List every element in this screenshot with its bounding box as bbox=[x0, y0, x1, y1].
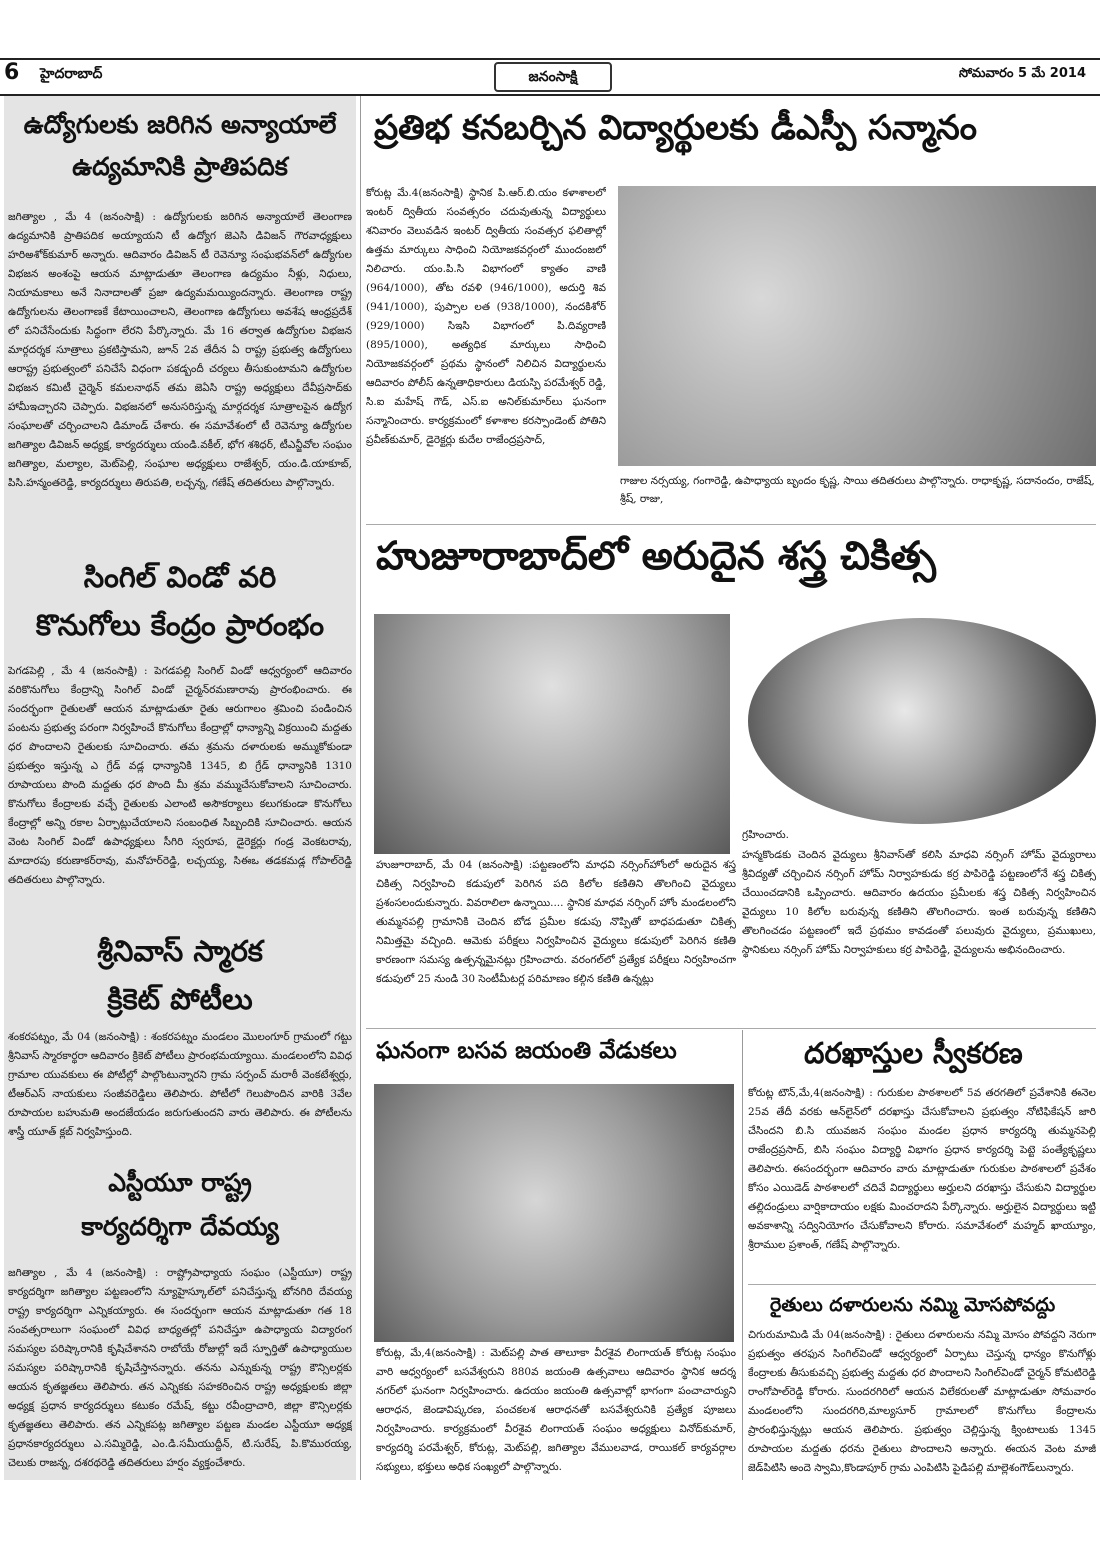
surgery-operation-photo bbox=[374, 614, 730, 854]
tumor-photo bbox=[748, 618, 1096, 824]
page-number: 6 bbox=[4, 60, 20, 85]
article-2-title-line-1: సింగిల్ విండో వరి bbox=[83, 560, 277, 594]
section-divider bbox=[748, 1284, 1096, 1285]
basava-headline: ఘనంగా బసవ జయంతి వేడుకలు bbox=[376, 1038, 677, 1064]
column-divider bbox=[742, 1030, 743, 1480]
surgery-headline: హుజూరాబాద్‌లో అరుదైన శస్త్ర చికిత్స bbox=[376, 534, 936, 579]
article-2-title-line-2: కొనుగోలు కేంద్రం ప్రారంభం bbox=[35, 608, 325, 642]
surgery-body-col-2: హన్మకొండకు చెందిన వైద్యులు శ్రీనివాస్‌తో కలిసి మాధవి నర్సింగ్ హోమ్ వైద్యురాలు శ్రీవిద్యతో చర్చించిన నర్సింగ్ హోమ్ నిర్వాహకుడు కర్ర పాపిరెడ్డి పట్టణంలోనే శస్త్ర చికిత్స చేయించడానికి ఒప్పించారు. ఆదివారం ఉదయం ప్రమీలకు శస్త్ర చికిత్స నిర్వహించిన వైద్యులు 10 కిలోల బరువున్న కణితిని తొలగించారు. ఇంత బరువున్న కణితిని తొలగించడం పట్టణంలో ఇదే ప్రథమం కావడంతో పలువురు వైద్యులు, ప్రముఖులు, స్థానికులు నర్సింగ్ హోమ్ నిర్వాహకులు కర్ర పాపిరెడ్డి, వైద్యులను అభినందించారు. bbox=[742, 849, 1096, 956]
article-4-title-line-2: కార్యదర్శిగా దేవయ్య bbox=[81, 1212, 279, 1241]
article-1-title-line-1: ఉద్యోగులకు జరిగిన అన్యాయాలే bbox=[23, 110, 337, 139]
article-2-body: పెగడపెల్లి , మే 4 (జనంసాక్షి) : పెగడపల్లి సింగిల్ విండో ఆధ్వర్యంలో ఆదివారం వరికొనుగోలు కేంద్రాన్ని సింగిల్ విండో చైర్మన్‌రమణారావు ప్రారంభించారు. ఈ సందర్భంగా రైతులతో ఆయన మాట్లాడుతూ రైతు ఆరుగాలం శ్రమించి పండించిన పంటను ప్రభుత్వ పరంగా నిర్వహించే కొనుగోలు కేంద్రాల్లో ధాన్యాన్ని విక్రయించి మద్దతు ధర పొందాలని రైతులకు సూచించారు. తమ శ్రమను దళారులకు అమ్ముకోకుండా ప్రభుత్వం ఇస్తున్న ఎ గ్రేడ్ వడ్ల ధాన్యానికి 1345, బి గ్రేడ్ ధాన్యానికి 1310 రూపాయలు పొంది మద్దతు ధర పొంది మీ శ్రమ వమ్ముచేసుకోవాలని సూచించారు. కొనుగోలు కేంద్రాలకు వచ్చే రైతులకు ఎలాంటి అసౌకర్యాలు కలుగకుండా కొనుగోలు కేంద్రాల్లో అన్ని రకాల ఏర్పాట్లుచేయాలని సంబంధిత సిబ్బందికి సూచించారు. ఆయన వెంట సింగిల్ విండో ఉపాధ్యక్షులు సీగిరి స్వరూప, డైరెక్టర్లు గండ్ర వెంకటరావు, మాదారపు కరుణాకర్‌రావు, మనోహర్‌రెడ్డి, లచ్చయ్య, సిఈఒ తడకమడ్ల గోపాల్‌రెడ్డి తదితరులు పాల్గొన్నారు. bbox=[8, 665, 352, 886]
page-date: సోమవారం 5 మే 2014 bbox=[958, 66, 1086, 81]
surgery-body-col-1: హుజూరాబాద్, మే 04 (జనంసాక్షి) :పట్టణంలోని మాధవి నర్సింగ్‌హోంలో అరుదైన శస్త్ర చికిత్స నిర్వహించి కడుపులో పెరిగిన పది కిలోల కణితిని తొలగించి వైద్యులు ప్రశంసలందుకున్నారు. వివరాలిలా ఉన్నాయి.... స్థానిక మాధవ నర్సింగ్ హోం మండలంలోని తుమ్మనపల్లి గ్రామానికి చెందిన బోడ ప్రమీల కడుపు నొప్పితో బాధపడుతూ చికిత్స నిమిత్తమై వచ్చింది. ఆమెకు పరీక్షలు నిర్వహించిన వైద్యులు కడుపులో పెరిగిన కణితి కారణంగా సమస్య ఉత్పన్నమైనట్లు గ్రహించారు. వరంగల్‌లో ప్రత్యేక పరీక్షలు నిర్వహించగా కడుపులో 25 నుండి 30 సెంటీమీటర్ల పరిమాణం కల్గిన కణితి ఉన్నట్లు bbox=[376, 859, 736, 985]
award-photo-caption: గాజుల నర్సయ్య, గంగారెడ్డి, ఉపాధ్యాయ బృందం కృష్ణ, సాయి తదితరులు పాల్గొన్నారు. రాధాకృష్ణ, సదానందం, రాజేష్, శ్రీష్, రాజు, bbox=[620, 475, 1095, 505]
top-story-headline: ప్రతిభ కనబర్చిన విద్యార్థులకు డీఎస్పీ సన్మానం bbox=[374, 108, 977, 148]
applications-body: కోరుట్ల టౌన్,మే,4(జనంసాక్షి) : గురుకుల పాఠశాలలో 5వ తరగతిలో ప్రవేశానికి ఈనెల 25వ తేదీ వరకు ఆన్‌లైన్‌లో దరఖాస్తు చేసుకోవాలని ప్రభుత్వం నోటిఫికేషన్ జారి చేసిందని బి.సి యువజన సంఘం మండల ప్రధాన కార్యదర్శి తుమ్మనపెల్లి రాజేంద్రప్రసాద్, బిసి సంఘం విద్యార్థి విభాగం ప్రధాన కార్యదర్శి పెట్టె పంత్యేకృష్ణలు తెలిపారు. ఈసందర్భంగా ఆదివారం వారు మాట్లాడుతూ గురుకుల పాఠశాలలో ప్రవేశం కోసం ఎయిడెడ్ పాఠశాలలో చదివే విద్యార్థులు అర్హులని దరఖాస్తు చేసుకుని విద్యార్థుల తల్లిదండ్రులు వార్షికాదాయం లక్షకు మించరాదని పేర్కొన్నారు. అర్హులైన విద్యార్థులు ఇట్టి అవకాశాన్ని సద్వినియోగం చేసుకోవాలని కోరారు. సమావేశంలో మహ్మద్ ఖాయ్యూం, శ్రీరాముల ప్రశాంత్, గణేష్ పాల్గొన్నారు. bbox=[748, 1087, 1096, 1251]
article-4-body: జగిత్యాల , మే 4 (జనంసాక్షి) : రాష్ట్రోపాధ్యాయ సంఘం (ఎస్టీయూ) రాష్ట్ర కార్యదర్శిగా జగిత్యాల పట్టణంలోని న్యూహైస్కూల్‌లో పనిచేస్తున్న బోనగిరి దేవయ్య రాష్ట్ర కార్యదర్శిగా ఎన్నికయ్యారు. ఈ సందర్భంగా ఆయన మాట్లాడుతూ గత 18 సంవత్సరాలుగా సంఘంలో వివిధ బాధ్యతల్లో పనిచేస్తూ ఉపాధ్యాయ విద్యారంగ సమస్యల పరిష్కారానికి కృషిచేశానని రాబోయే రోజుల్లో ఇదే స్ఫూర్తితో ఉపాధ్యాయుల సమస్యల పరిష్కారానికి కృషిచేస్తానన్నారు. తనను ఎన్నుకున్న రాష్ట్ర కౌన్సిలర్లకు ఆయన కృతజ్ఞతలు తెలిపారు. తన ఎన్నికకు సహకరించిన రాష్ట్ర అధ్యక్షులకు జిల్లా అధ్యక్ష ప్రధాన కార్యదర్శులు కటుకం రమేష్, కట్టు రవీంద్రాచారి, జిల్లా కౌన్సిలర్లకు కృతజ్ఞతలు తెలిపారు. తన ఎన్నికపట్ల జగిత్యాల పట్టణ మండల ఎస్టీయూ అధ్యక్ష ప్రధానకార్యదర్శులు ఎ.సమ్మిరెడ్డి, ఎం.డి.సమీయుద్దీన్, టి.సురేష్, పి.కొమురయ్య, చెలుకు రాజన్న, దశరథరెడ్డి తదితరులు హర్షం వ్యక్తంచేశారు. bbox=[8, 1267, 352, 1469]
masthead-logo: జనంసాక్షి bbox=[494, 62, 612, 92]
award-ceremony-photo bbox=[618, 186, 1096, 466]
article-3-title-line-1: శ్రీనివాస్ స్మారక bbox=[97, 934, 263, 968]
basava-body: కోరుట్ల, మే,4(జనంసాక్షి) : మెట్‌పల్లి పాత తాలూకా వీరశైవ లింగాయత్ కోరుట్ల సంఘం వారి ఆధ్వర్యంలో బసవేశ్వరుని 880వ జయంతి ఉత్సవాలు ఆదివారం స్థానిక ఆదర్శ నగర్‌లో ఘనంగా నిర్వహించారు. ఉదయం జయంతి ఉత్సవాల్లో భాగంగా పంచాచార్యుని ఆరాధన, జెండావిష్కరణ, పంచకలశ ఆరాధనతో బసవేశ్వరునికి ప్రత్యేక పూజలు నిర్వహించారు. కార్యక్రమంలో వీరశైవ లింగాయత్ సంఘం అధ్యక్షులు వినోద్‌కుమార్, కార్యదర్శి పరమేశ్వర్, కోరుట్ల, మెట్‌పల్లి, జగిత్యాల వేములవాడ, రాయికల్ కార్యవర్గాల సభ్యులు, భక్తులు అధిక సంఖ్యలో పాల్గొన్నారు. bbox=[376, 1347, 736, 1473]
section-divider bbox=[366, 1028, 1096, 1029]
article-3-body: శంకరపట్నం, మే 04 (జనంసాక్షి) : శంకరపట్నం మండలం మొలంగూర్ గ్రామంలో గట్టు శ్రీనివాస్ స్మారకార్థరా ఆదివారం క్రికెట్ పోటీలు ప్రారంభమయ్యాయి. మండలంలోని వివిధ గ్రామాల యువకులు ఈ పోటీల్లో పాల్గొంటున్నారని గ్రామ సర్పంచ్ మరాఠీ వెంకటేశ్వర్లు, టీఆర్ఎస్ నాయకులు సంజీవరెడ్డిలు తెలిపారు. పోటీలో గెలుపొందిన వారికి 3వేల రూపాయల బహుమతి అందజేయడం జరుగుతుందని వారు తెలిపారు. ఈ పోటీలను శాస్త్రీ యూత్ క్లబ్ నిర్వహిస్తుంది. bbox=[8, 1031, 352, 1138]
farmers-headline: రైతులు దళారులను నమ్మి మోసపోవద్దు bbox=[770, 1294, 1056, 1316]
surgery-small-note: గ్రహించారు. bbox=[742, 829, 789, 841]
page-city: హైదరాబాద్ bbox=[40, 66, 103, 82]
article-4-title-line-1: ఎస్టీయూ రాష్ట్ర bbox=[108, 1168, 252, 1197]
top-story-body: కోరుట్ల మే.4(జనంసాక్షి) స్థానిక పి.ఆర్.బి.యం కళాశాలలో ఇంటర్ ద్వితీయ సంవత్సరం చదువుతున్న విద్యార్థులు శనివారం వెలువడిన ఇంటర్ ద్వితీయ సంవత్సర ఫలితాల్లో ఉత్తమ మార్కులు సాధించి నియోజకవర్గంలో ముందంజలో నిలిచారు. యం.పి.సి విభాగంలో క్యాతం వాణి (964/1000), తోట రవళి (946/1000), అదుర్తి శివ (941/1000), పుప్పాల లత (938/1000), నందకిశోర్ (929/1000) సిఇసి విభాగంలో పి.దివ్యరాణి (895/1000), అత్యధిక మార్కులు సాధించి నియోజకవర్గంలో ప్రథమ స్థానంలో నిలిచిన విద్యార్థులను ఆదివారం పోలీస్ ఉన్నతాధికారులు డియస్పి పరమేశ్వర్ రెడ్డి, సి.ఐ మహేష్ గౌడ్, ఎస్.ఐ అనిల్‌కుమార్‌లు ఘనంగా సన్మానించారు. కార్యక్రమంలో కళాశాల కరస్పాండెంట్ పోతిని ప్రవీణ్‌కుమార్, డైరెక్టర్లు కుదేల రాజేంద్రప్రసాద్, bbox=[366, 187, 606, 446]
column-divider bbox=[360, 96, 361, 1480]
article-1-body: జగిత్యాల , మే 4 (జనంసాక్షి) : ఉద్యోగులకు జరిగిన అన్యాయాలే తెలంగాణ ఉద్యమానికి ప్రాతిపదిక అయ్యాయని టీ ఉద్యోగ జెఎసి డివిజన్ గౌరవాధ్యక్షులు హరిఅశోక్‌కుమార్ అన్నారు. ఆదివారం డివిజన్ టీ రెవెన్యూ సంఘభవన్‌లో ఉద్యోగుల విభజన అంశంపై ఆయన మాట్లాడుతూ తెలంగాణ ఉద్యమం నీళ్లు, నిధులు, నియామకాలు అనే నినాదాలతో ప్రజా ఉద్యమమయ్యిందన్నారు. తెలంగాణ రాష్ట్ర ఉద్యోగులను తెలంగాణకే కేటాయించాలని, తెలంగాణ ఉద్యోగులు అవశేష ఆంధ్రప్రదేశ్ లో పనిచేసేందుకు సిద్ధంగా లేరని పేర్కొన్నారు. మే 16 తర్వాత ఉద్యోగుల విభజన మార్గదర్శక సూత్రాలు ప్రకటిస్తామని, జూన్ 2వ తేదీన ఏ రాష్ట్ర ప్రభుత్వ ఉద్యోగులు ఆరాష్ట్ర ప్రభుత్వంలో పనిచేసే విధంగా పకడ్బందీ చర్యలు తీసుకుంటామని ఉద్యోగుల విభజన కమిటీ చైర్మెన్ కమలనాథన్ తమ జెఏసి రాష్ట్ర అధ్యక్షులు దేవీప్రసాద్‌కు హామీఇచ్చారని చెప్పారు. విభజనలో అనుసరిస్తున్న మార్గదర్శక సూత్రాలపైన ఉద్యోగ సంఘాలతో చర్చించాలని డిమాండ్ చేశారు. ఈ సమావేశంలో టీ రెవెన్యూ ఉద్యోగుల జగిత్యాల డివిజన్ అధ్యక్ష, కార్యదర్శులు యండి.వకీల్, భోగ శశిధర్, టీఎన్జీవోల సంఘం జగిత్యాల, మల్యాల, మెట్‌పెల్లి, సంఘాల అధ్యక్షులు రాజేశ్వర్, యం.డి.యాకూబ్, పిసి.హన్మంతరెడ్డి, కార్యదర్శులు తిరుపతి, లచ్చన్న, గణేష్ తదితరులు పాల్గొన్నారు. bbox=[8, 211, 352, 489]
article-3-title-line-2: క్రికెట్ పోటీలు bbox=[107, 982, 253, 1016]
article-1-title-line-2: ఉద్యమానికి ప్రాతిపదిక bbox=[72, 152, 288, 181]
section-divider bbox=[366, 524, 1096, 525]
applications-headline: దరఖాస్తుల స్వీకరణ bbox=[804, 1036, 1023, 1070]
basava-celebration-photo bbox=[374, 1084, 734, 1342]
farmers-body: చిగురుమామిడి మే 04(జనంసాక్షి) : రైతులు దళారులను నమ్మి మోసం పోవద్దని నెరుగా ప్రభుత్వం తరఫున సింగిల్‌విండో ఆధ్వర్యంలో ఏర్పాటు చెస్తున్న ధాన్యం కొనుగోళ్లు కేంద్రాలకు తీసుకువచ్చి ప్రభుత్వ మద్దతు ధర పొందాలని సింగిల్‌విండో చైర్మన్ కోమటిరెడ్డి రాంగోపాల్‌రెడ్డి కోరారు. సుందరగిరిలో ఆయన విలేకరులతో మాట్లాడుతూ సోమవారం మండలంలోని సుందరగిరి,మాల్యసూర్ గ్రామాలలో కొనుగోలు కేంద్రాలను ప్రారంభిస్తున్నట్లు ఆయన తెలిపారు. ప్రభుత్వం చెల్లిస్తున్న క్వింటాలుకు 1345 రూపాయల మద్దతు ధరను రైతులు పొందాలని అన్నారు. ఈయన వెంట మాజీ జెడ్‌పిటిసి అందె స్వామి,కొండాపూర్ గ్రామ ఎంపిటిసి పైడిపల్లి మాల్లెశంగౌడ్‌లున్నారు. bbox=[748, 1329, 1096, 1474]
